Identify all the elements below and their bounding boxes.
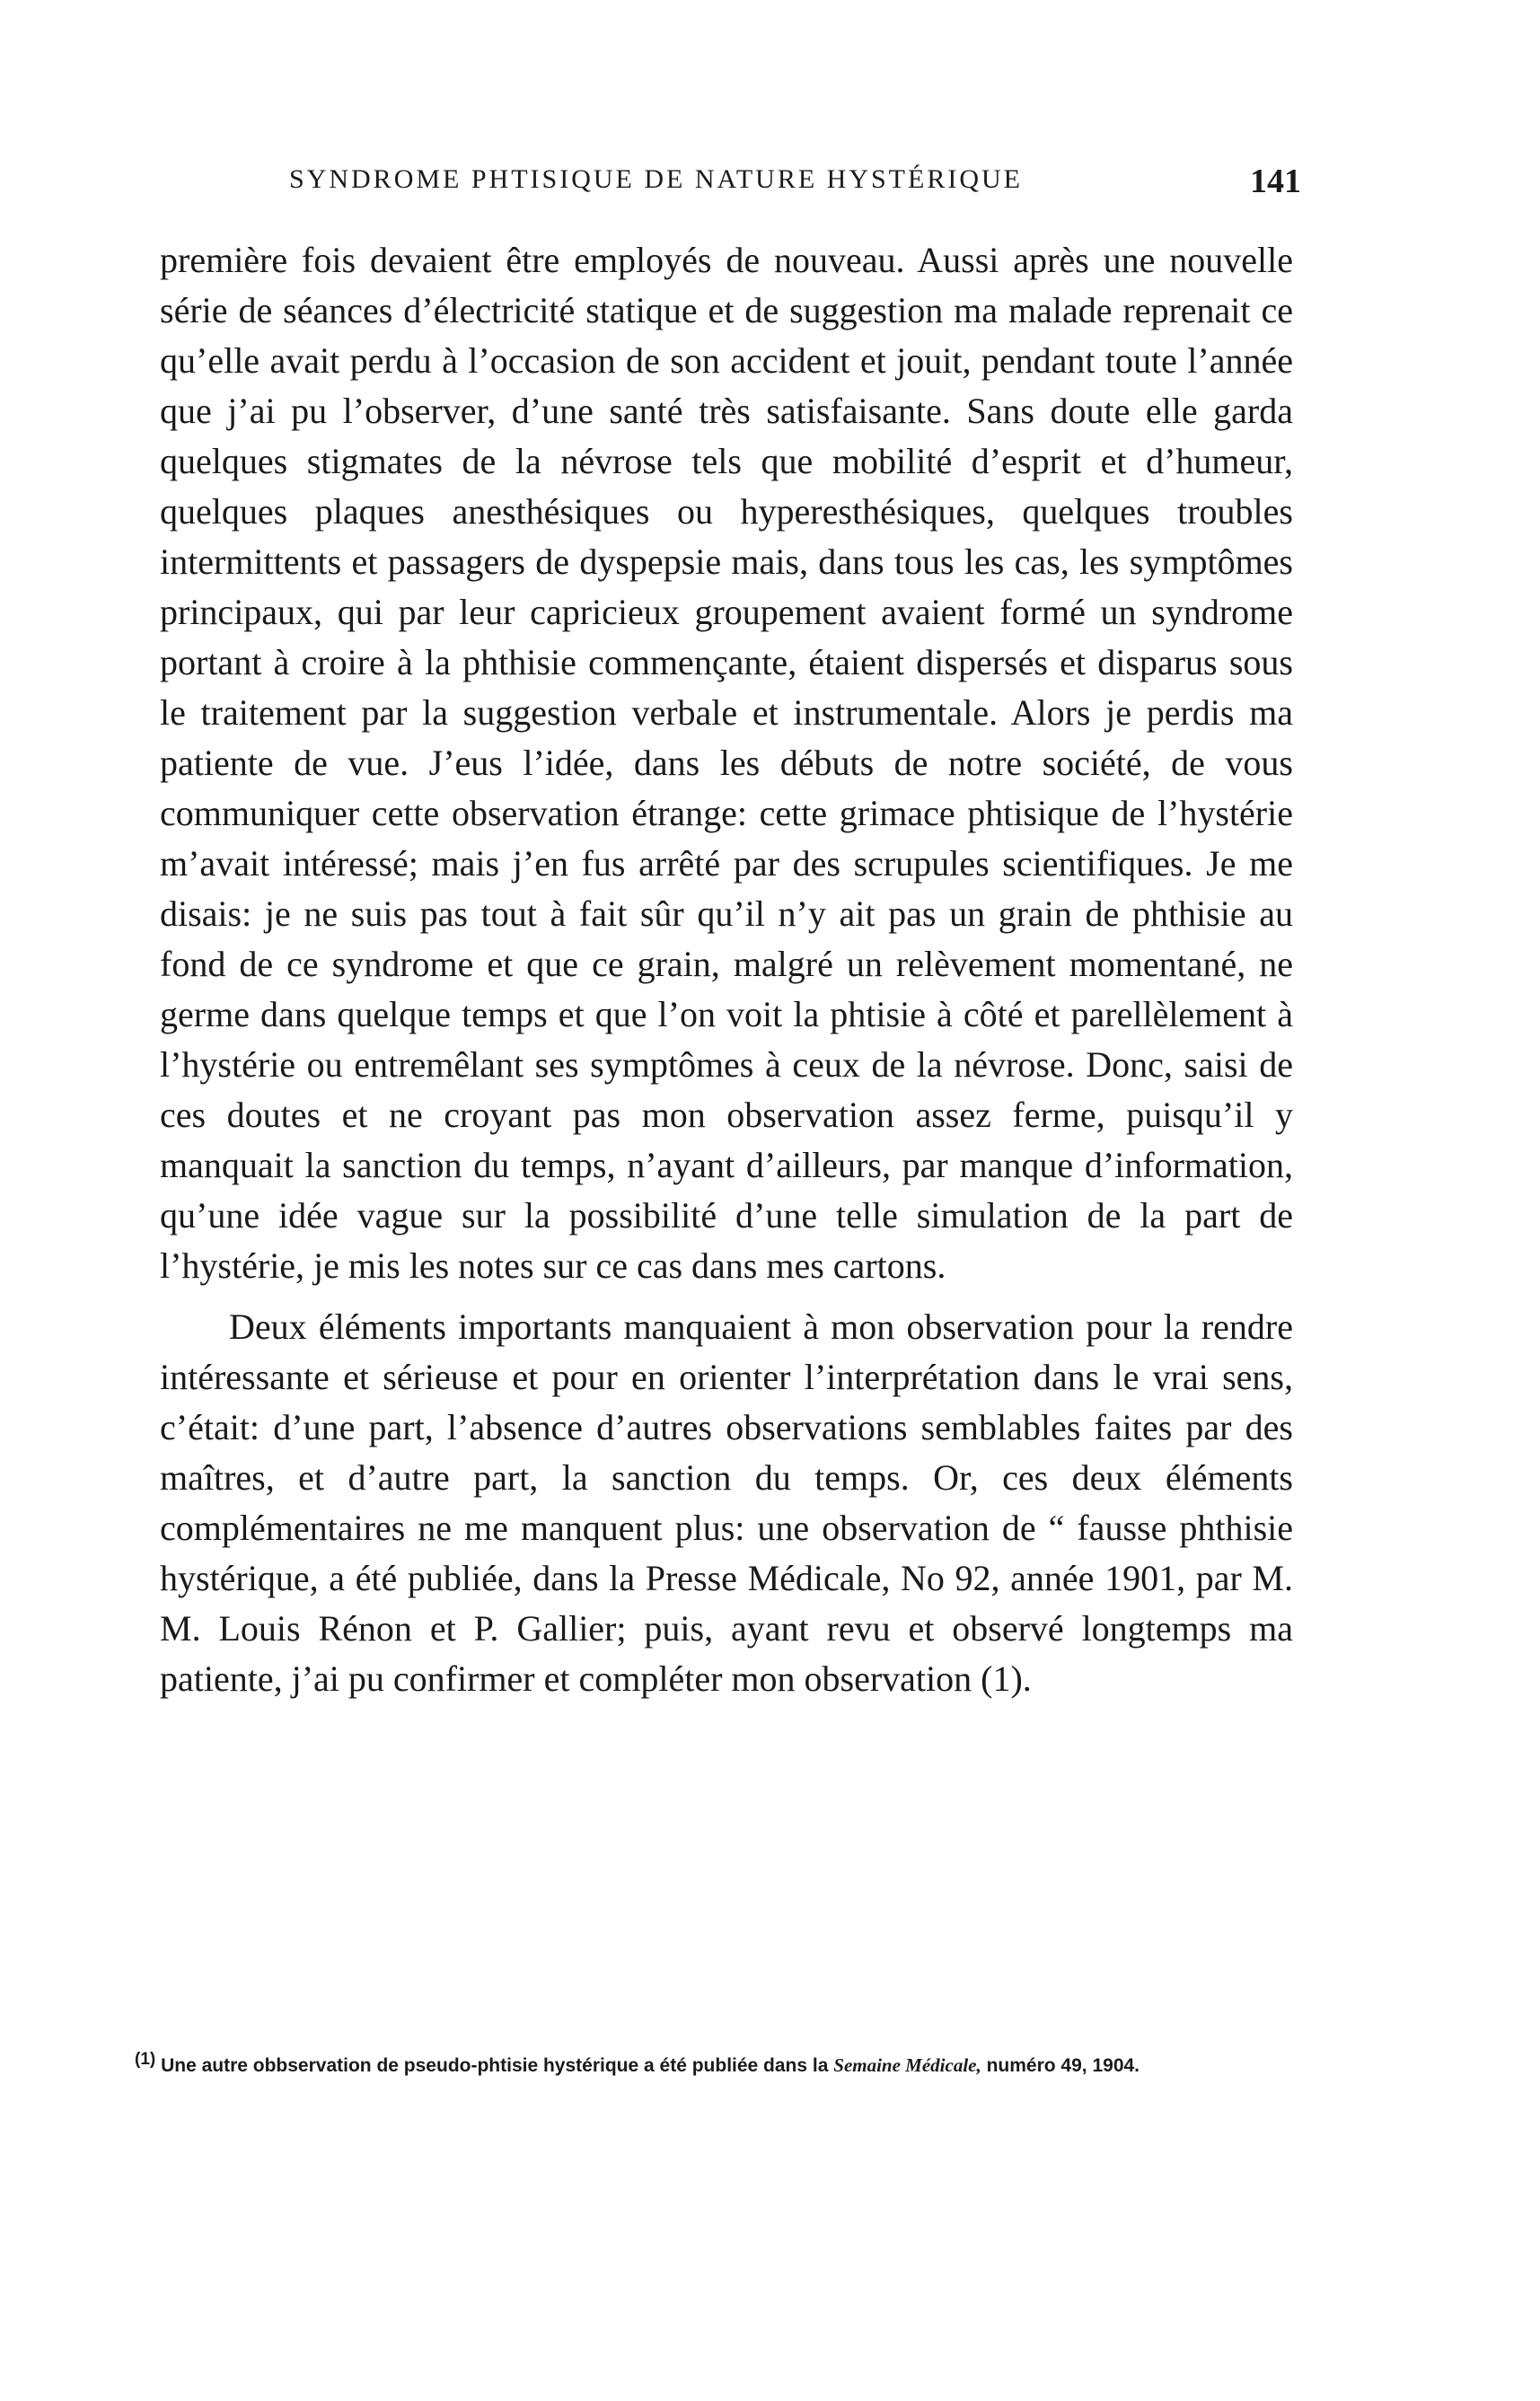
footnote-text-before: Une autre obbservation de pseudo-phtisie hystérique a été publiée dans la	[161, 2055, 829, 2076]
page-number: 141	[1250, 163, 1301, 200]
footnote-journal: Semaine Médicale,	[833, 2054, 981, 2076]
footnote-text-after: numéro 49, 1904.	[986, 2055, 1140, 2076]
running-title: SYNDROME PHTISIQUE DE NATURE HYSTÉRIQUE	[289, 164, 1023, 194]
body-text	[160, 235, 1293, 1704]
footnote	[135, 2047, 1293, 2079]
footnote-marker: (1)	[135, 2050, 156, 2069]
paragraph-2: Deux éléments importants manquaient à mon observation pour la rendre intéressante et sérieuse et pour en orienter l’interprétation dans le vrai sens, c’était: d’une part, l’absence d’autres observations semblables faites par des maîtres, et d’autre part, la sanction du temps. Or, ces deux éléments complémentaires ne me manquent plus: une observation de “ fausse phthisie hystérique, a été publiée, dans la Presse Médicale, No 92, année 1901, par M. M. Louis Rénon et P. Gallier; puis, ayant revu et observé longtemps ma patiente, j’ai pu confirmer et compléter mon observation (1).	[160, 1306, 1293, 1699]
paragraph-1: première fois devaient être employés de nouveau. Aussi après une nouvelle série de séances d’électricité statique et de suggestion ma malade reprenait ce qu’elle avait perdu à l’occasion de son accident et jouit, pendant toute l’année que j’ai pu l’observer, d’une santé très satisfaisante. Sans doute elle garda quelques stigmates de la névrose tels que mobilité d’esprit et d’humeur, quelques plaques anesthésiques ou hyperesthésiques, quelques troubles intermittents et passagers de dyspepsie mais, dans tous les cas, les symptômes principaux, qui par leur capricieux groupement avaient formé un syndrome portant à croire à la phthisie commençante, étaient dispersés et disparus sous le traitement par la suggestion verbale et instrumentale. Alors je perdis ma patiente de vue. J’eus l’idée, dans les débuts de notre société, de vous communiquer cette observation étrange: cette grimace phtisique de l’hystérie m’avait intéressé; mais j’en fus arrêté par des scrupules scientifiques. Je me disais: je ne suis pas tout à fait sûr qu’il n’y ait pas un grain de phthisie au fond de ce syndrome et que ce grain, malgré un relèvement momentané, ne germe dans quelque temps et que l’on voit la phtisie à côté et parellèlement à l’hystérie ou entremêlant ses symptômes à ceux de la névrose. Donc, saisi de ces doutes et ne croyant pas mon observation assez ferme, puisqu’il y manquait la sanction du temps, n’ayant d’ailleurs, par manque d’information, qu’une idée vague sur la possibilité d’une telle simulation de la part de l’hystérie, je mis les notes sur ce cas dans mes cartons.	[160, 240, 1293, 1286]
